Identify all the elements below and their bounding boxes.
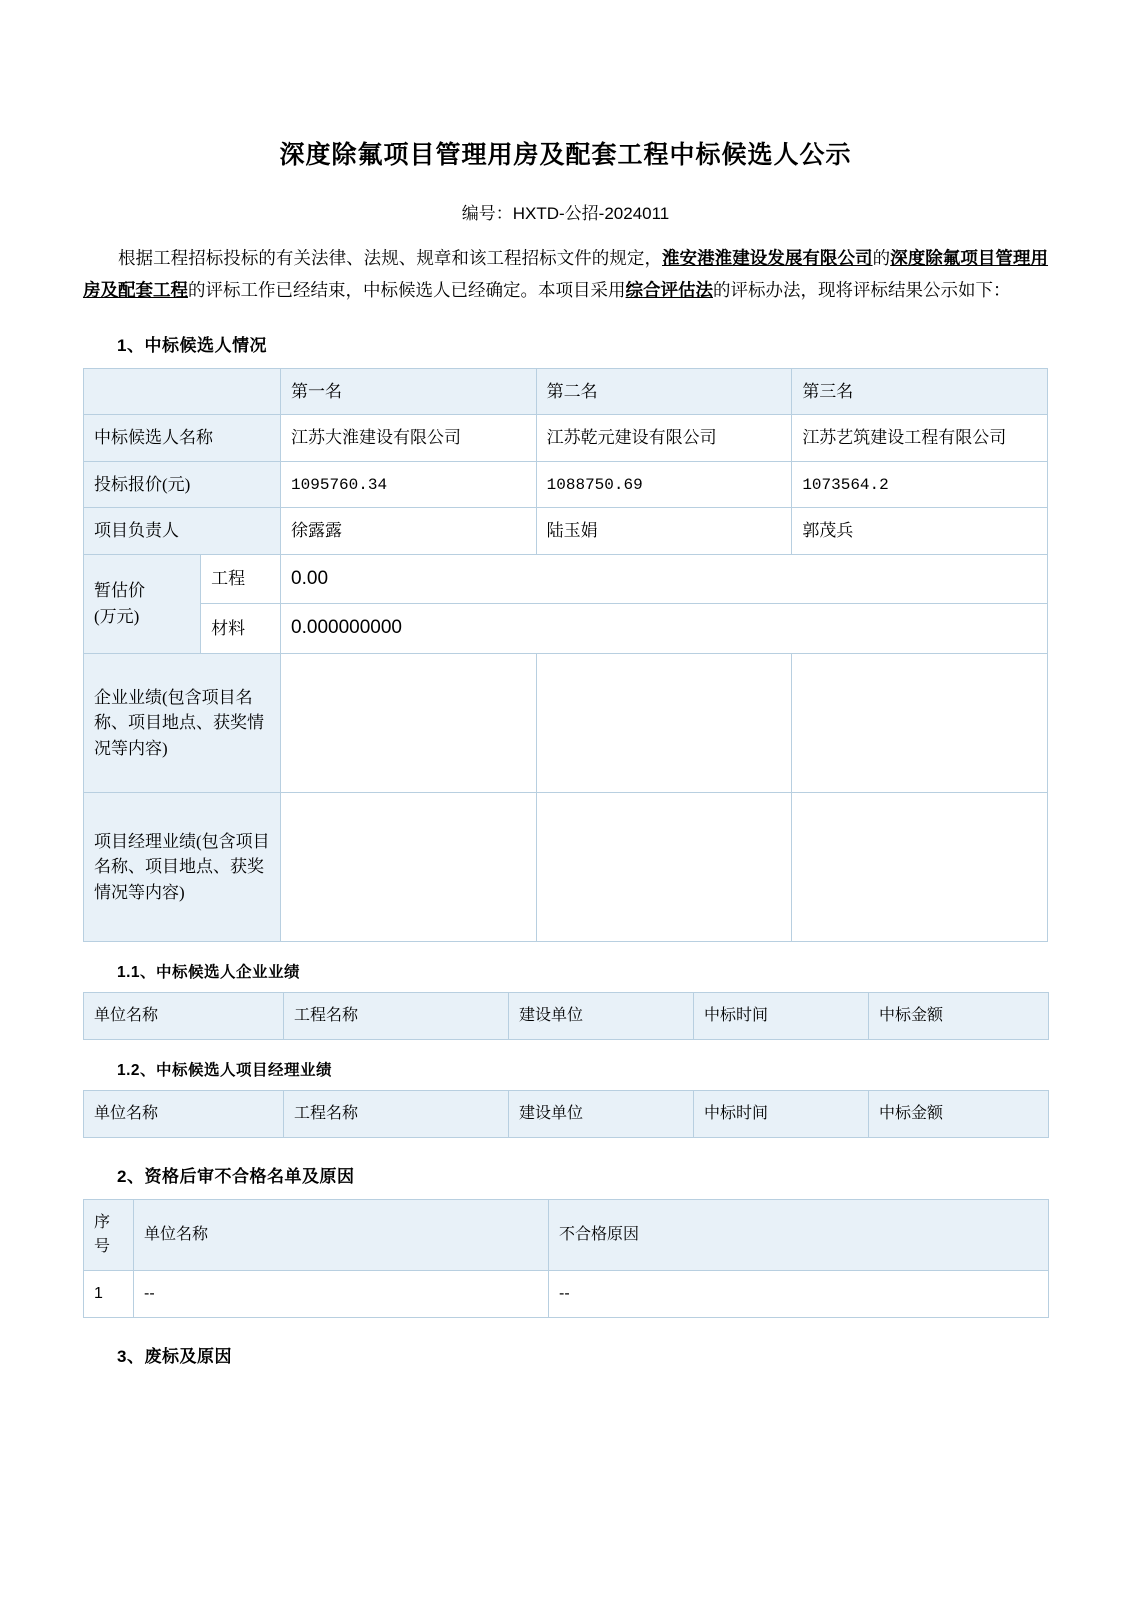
rank-header-1: 第一名 — [281, 368, 537, 415]
candidate-name-1: 江苏大淮建设有限公司 — [281, 415, 537, 462]
corner-cell — [84, 368, 281, 415]
project-manager-2: 陆玉娟 — [536, 508, 792, 555]
bid-price-1: 1095760.34 — [281, 461, 537, 508]
row-label-bid-price: 投标报价(元) — [84, 461, 281, 508]
section-heading-1: 1、中标候选人情况 — [117, 335, 267, 355]
col-header-construction-unit: 建设单位 — [509, 1090, 694, 1137]
disqualification-company-1: -- — [134, 1270, 549, 1317]
candidate-table — [83, 368, 1048, 942]
intro-text-3: 的评标工作已经结束，中标候选人已经确定。本项目采用 — [188, 280, 626, 301]
section-heading-3: 3、废标及原因 — [117, 1346, 232, 1366]
enterprise-performance-3 — [792, 653, 1048, 792]
table-row-header — [84, 368, 1048, 415]
table-row — [84, 792, 1048, 941]
table-row — [84, 461, 1048, 508]
table-row — [84, 508, 1048, 555]
estimate-sub-label-engineering: 工程 — [201, 554, 281, 604]
intro-tenderer-name: 淮安港淮建设发展有限公司 — [662, 248, 873, 268]
col-header-award-amount: 中标金额 — [869, 992, 1049, 1039]
rank-header-2: 第二名 — [536, 368, 792, 415]
col-header-reason: 不合格原因 — [549, 1199, 1049, 1270]
table-row — [84, 604, 1048, 654]
row-label-project-manager: 项目负责人 — [84, 508, 281, 555]
candidate-name-2: 江苏乾元建设有限公司 — [536, 415, 792, 462]
disqualification-reason-1: -- — [549, 1270, 1049, 1317]
estimate-value-engineering: 0.00 — [281, 554, 1048, 604]
disqualification-no-1: 1 — [84, 1270, 134, 1317]
col-header-award-amount: 中标金额 — [869, 1090, 1049, 1137]
document-number: 编号：HXTD-公招-2024011 — [461, 204, 670, 223]
section-heading-1-1: 1.1、中标候选人企业业绩 — [117, 963, 301, 981]
project-manager-3: 郭茂兵 — [792, 508, 1048, 555]
col-header-unit-name: 单位名称 — [134, 1199, 549, 1270]
table-row — [84, 554, 1048, 604]
manager-performance-3 — [792, 792, 1048, 941]
bid-price-3: 1073564.2 — [792, 461, 1048, 508]
intro-paragraph — [83, 242, 1048, 307]
manager-performance-1 — [281, 792, 537, 941]
section-heading-1-2: 1.2、中标候选人项目经理业绩 — [117, 1061, 333, 1079]
candidate-name-3: 江苏艺筑建设工程有限公司 — [792, 415, 1048, 462]
row-label-manager-performance: 项目经理业绩(包含项目名称、项目地点、获奖情况等内容) — [84, 792, 281, 941]
row-label-estimate — [84, 554, 201, 653]
col-header-project-name: 工程名称 — [284, 1090, 509, 1137]
bid-price-2: 1088750.69 — [536, 461, 792, 508]
table-row — [84, 1270, 1049, 1317]
intro-text-1: 根据工程招标投标的有关法律、法规、规章和该工程招标文件的规定， — [118, 248, 662, 268]
row-label-candidate-name: 中标候选人名称 — [84, 415, 281, 462]
row-label-enterprise-performance: 企业业绩(包含项目名称、项目地点、获奖情况等内容) — [84, 653, 281, 792]
intro-text-4: 的评标办法，现将评标结果公示如下： — [713, 280, 1011, 301]
col-header-no: 序号 — [84, 1199, 134, 1270]
col-header-construction-unit: 建设单位 — [509, 992, 694, 1039]
estimate-value-material: 0.000000000 — [281, 604, 1048, 654]
manager-performance-2 — [536, 792, 792, 941]
rank-header-3: 第三名 — [792, 368, 1048, 415]
col-header-unit-name: 单位名称 — [84, 1090, 284, 1137]
section-heading-2: 2、资格后审不合格名单及原因 — [117, 1166, 355, 1186]
col-header-award-time: 中标时间 — [694, 1090, 869, 1137]
intro-text-2: 的 — [872, 248, 891, 268]
enterprise-performance-1 — [281, 653, 537, 792]
intro-project-name: 深度除氟项目管理用房及配套工程 — [83, 248, 1049, 301]
col-header-award-time: 中标时间 — [694, 992, 869, 1039]
enterprise-performance-table — [83, 992, 1049, 1040]
col-header-project-name: 工程名称 — [284, 992, 509, 1039]
manager-performance-table — [83, 1090, 1049, 1138]
project-manager-1: 徐露露 — [281, 508, 537, 555]
table-row-header — [84, 992, 1049, 1039]
intro-evaluation-method: 综合评估法 — [625, 280, 713, 301]
estimate-label-line2: (万元) — [94, 606, 140, 626]
table-row-header — [84, 1090, 1049, 1137]
page-title: 深度除氟项目管理用房及配套工程中标候选人公示 — [279, 142, 852, 169]
estimate-label-line1: 暂估价 — [94, 581, 145, 601]
disqualification-table — [83, 1199, 1049, 1318]
table-row-header — [84, 1199, 1049, 1270]
estimate-sub-label-material: 材料 — [201, 604, 281, 654]
table-row — [84, 415, 1048, 462]
enterprise-performance-2 — [536, 653, 792, 792]
col-header-unit-name: 单位名称 — [84, 992, 284, 1039]
table-row — [84, 653, 1048, 792]
